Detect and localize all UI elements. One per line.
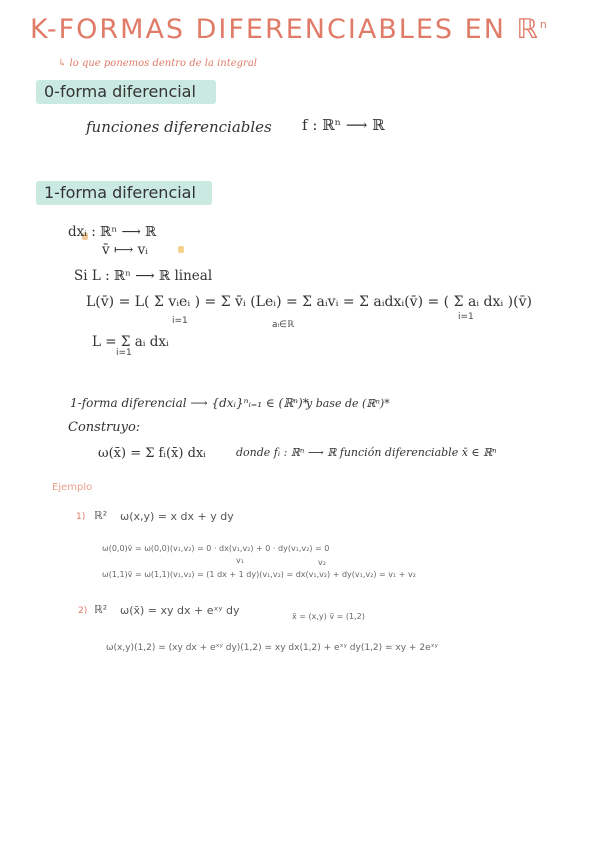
- dx-definition-line1: dxᵢ : ℝⁿ ⟶ ℝ: [68, 224, 157, 240]
- example2-variables: x̄ = (x,y) v̄ = (1,2): [292, 612, 365, 621]
- component-note: v₁: [236, 556, 244, 565]
- title-text: K-FORMAS DIFERENCIABLES EN ℝ: [30, 14, 540, 45]
- example2-evaluation: ω(x,y)(1,2) = (xy dx + eˣʸ dy)(1,2) = xy dx(1,2) + eˣʸ dy(1,2) = xy + 2eˣʸ: [106, 643, 438, 653]
- section0-text: funciones diferenciables: [86, 118, 272, 136]
- page-subtitle: ↳ lo que ponemos dentro de la integral: [58, 58, 257, 69]
- linear-map-definition: L = Σ aᵢ dxᵢ: [92, 334, 169, 350]
- highlight-mark: [178, 246, 184, 253]
- example2-form: ω(x̄) = xy dx + eˣʸ dy: [120, 604, 240, 617]
- coefficient-note: aᵢ∈ℝ: [272, 320, 295, 330]
- section0-math: f : ℝⁿ ⟶ ℝ: [302, 116, 385, 134]
- example2-space: ℝ²: [94, 603, 108, 616]
- sum-index: i=1: [116, 348, 132, 358]
- construyo-label: Construyo:: [68, 420, 141, 435]
- page-title: [30, 14, 549, 45]
- example1-form: ω(x,y) = x dx + y dy: [120, 510, 234, 523]
- example1-eval-one: ω(1,1)v̄ = ω(1,1)(v₁,v₂) = (1 dx + 1 dy)(v₁,v₂) = dx(v₁,v₂) + dy(v₁,v₂) = v₁ + v₂: [102, 570, 416, 579]
- example2-number: 2): [78, 606, 88, 616]
- basis-statement: 1-forma diferencial ⟶ {dxᵢ}ⁿᵢ₌₁ ∈ (ℝⁿ)*: [70, 396, 309, 410]
- example1-space: ℝ²: [94, 509, 108, 522]
- dx-definition-line2: v̄ ⟼ vᵢ: [102, 242, 148, 258]
- title-sup: n: [539, 18, 549, 31]
- linear-map-statement: Si L : ℝⁿ ⟶ ℝ lineal: [74, 268, 213, 284]
- example-label: Ejemplo: [52, 482, 93, 493]
- dual-basis-note: y base de (ℝⁿ)*: [306, 397, 390, 410]
- example1-number: 1): [76, 512, 86, 522]
- linear-map-expansion: L(v̄) = L( Σ vᵢeᵢ ) = Σ v̄ᵢ (Leᵢ) = Σ aᵢvᵢ = Σ aᵢdxᵢ(v̄) = ( Σ aᵢ dxᵢ )(v̄): [86, 294, 532, 310]
- sum-index: i=1: [458, 312, 474, 322]
- differential-form-definition: ω(x̄) = Σ fᵢ(x̄) dxᵢ: [98, 446, 206, 461]
- sum-index: i=1: [172, 316, 188, 326]
- component-note: v₂: [318, 558, 326, 567]
- section1-heading: 1-forma diferencial: [44, 183, 196, 202]
- example1-eval-origin: ω(0,0)v̄ = ω(0,0)(v₁,v₂) = 0 · dx(v₁,v₂) + 0 · dy(v₁,v₂) = 0: [102, 544, 330, 553]
- function-condition: donde fᵢ : ℝⁿ ⟶ ℝ función diferenciable x̄ ∈ ℝⁿ: [236, 446, 497, 459]
- section0-heading: 0-forma diferencial: [44, 82, 196, 101]
